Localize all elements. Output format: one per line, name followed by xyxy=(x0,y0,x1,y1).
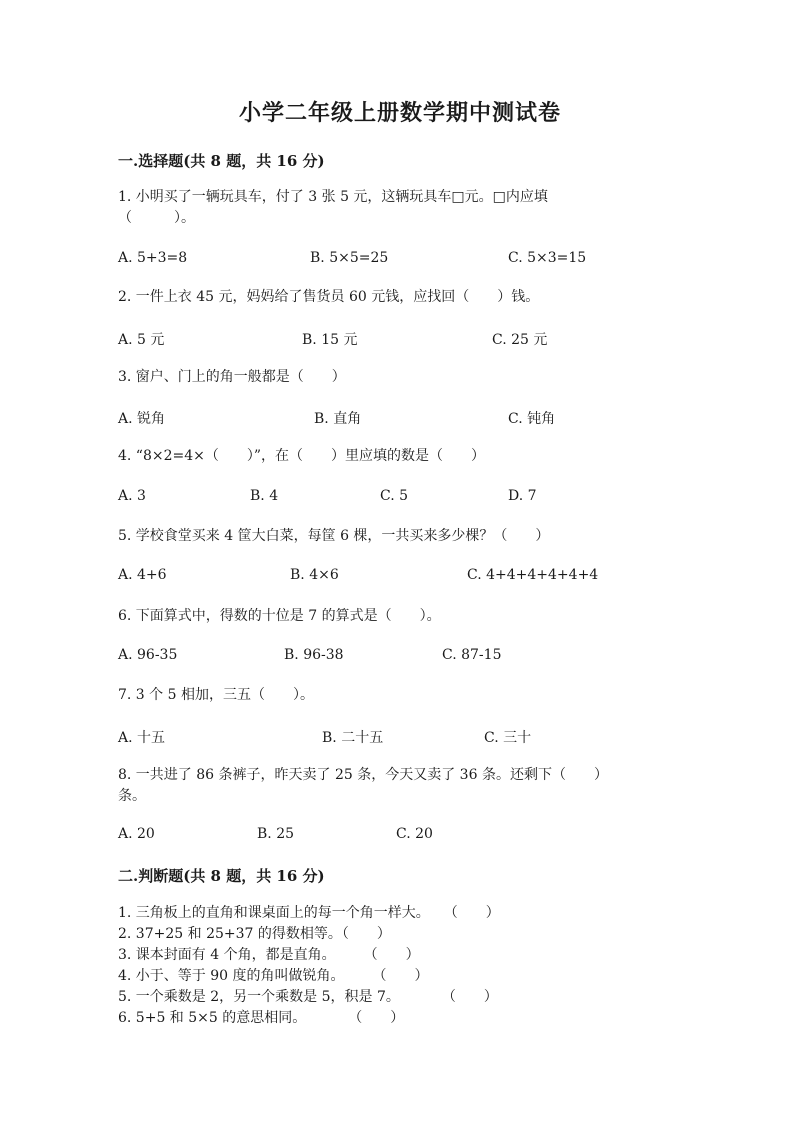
question-6-option-b: B. 96-38 xyxy=(284,647,344,663)
question-4-option-d: D. 7 xyxy=(508,488,537,504)
question-6-option-c: C. 87-15 xyxy=(442,647,502,663)
question-2-option-b: B. 15 元 xyxy=(302,332,358,348)
question-1-line-2: （ ）。 xyxy=(118,210,195,226)
question-4-option-a: A. 3 xyxy=(118,488,146,504)
question-5-option-b: B. 4×6 xyxy=(290,567,339,583)
question-5-line-1: 5. 学校食堂买来 4 筐大白菜，每筐 6 棵，一共买来多少棵？（ ） xyxy=(118,528,550,544)
question-6-line-1: 6. 下面算式中，得数的十位是 7 的算式是（ ）。 xyxy=(118,608,441,624)
question-8-line-2: 条。 xyxy=(118,788,146,804)
question-4-option-c: C. 5 xyxy=(380,488,409,504)
question-7-option-a: A. 十五 xyxy=(118,730,166,746)
question-7-option-b: B. 二十五 xyxy=(322,730,384,746)
question-8-option-c: C. 20 xyxy=(396,826,433,842)
judge-item-6: 6. 5+5 和 5×5 的意思相同。 （ ） xyxy=(118,1010,405,1026)
question-5-option-c: C. 4+4+4+4+4+4 xyxy=(467,567,599,583)
question-2-option-c: C. 25 元 xyxy=(492,332,548,348)
question-2-option-a: A. 5 元 xyxy=(118,332,165,348)
judge-item-2: 2. 37+25 和 25+37 的得数相等。（ ） xyxy=(118,926,391,942)
section-heading-judge: 二.判断题(共 8 题，共 16 分) xyxy=(118,867,325,885)
question-8-line-1: 8. 一共进了 86 条裤子，昨天卖了 25 条，今天又卖了 36 条。还剩下（ ） xyxy=(118,767,608,783)
judge-item-1: 1. 三角板上的直角和课桌面上的每一个角一样大。 （ ） xyxy=(118,905,500,921)
question-3-option-b: B. 直角 xyxy=(314,411,362,427)
question-4-line-1: 4. “8×2=4×（ ）”，在（ ）里应填的数是（ ） xyxy=(118,448,486,464)
question-2-line-1: 2. 一件上衣 45 元，妈妈给了售货员 60 元钱，应找回（ ）钱。 xyxy=(118,289,540,305)
question-6-option-a: A. 96-35 xyxy=(118,647,178,663)
question-1-line-1: 1. 小明买了一辆玩具车，付了 3 张 5 元，这辆玩具车□元。□内应填 xyxy=(118,189,548,205)
question-7-option-c: C. 三十 xyxy=(484,730,532,746)
question-3-option-a: A. 锐角 xyxy=(118,411,166,427)
section-heading-choice: 一.选择题(共 8 题，共 16 分) xyxy=(118,152,325,170)
question-8-option-a: A. 20 xyxy=(118,826,155,842)
question-7-line-1: 7. 3 个 5 相加，三五（ ）。 xyxy=(118,687,314,703)
page-title: 小学二年级上册数学期中测试卷 xyxy=(238,100,561,126)
question-5-option-a: A. 4+6 xyxy=(118,567,167,583)
question-3-option-c: C. 钝角 xyxy=(508,411,556,427)
question-1-option-b: B. 5×5=25 xyxy=(310,250,389,266)
question-1-option-c: C. 5×3=15 xyxy=(508,250,587,266)
question-3-line-1: 3. 窗户、门上的角一般都是（ ） xyxy=(118,369,346,385)
question-1-option-a: A. 5+3=8 xyxy=(118,250,188,266)
question-4-option-b: B. 4 xyxy=(250,488,279,504)
question-8-option-b: B. 25 xyxy=(257,826,295,842)
judge-item-5: 5. 一个乘数是 2，另一个乘数是 5，积是 7。 （ ） xyxy=(118,989,498,1005)
judge-item-3: 3. 课本封面有 4 个角，都是直角。 （ ） xyxy=(118,947,420,963)
judge-item-4: 4. 小于、等于 90 度的角叫做锐角。 （ ） xyxy=(118,968,429,984)
